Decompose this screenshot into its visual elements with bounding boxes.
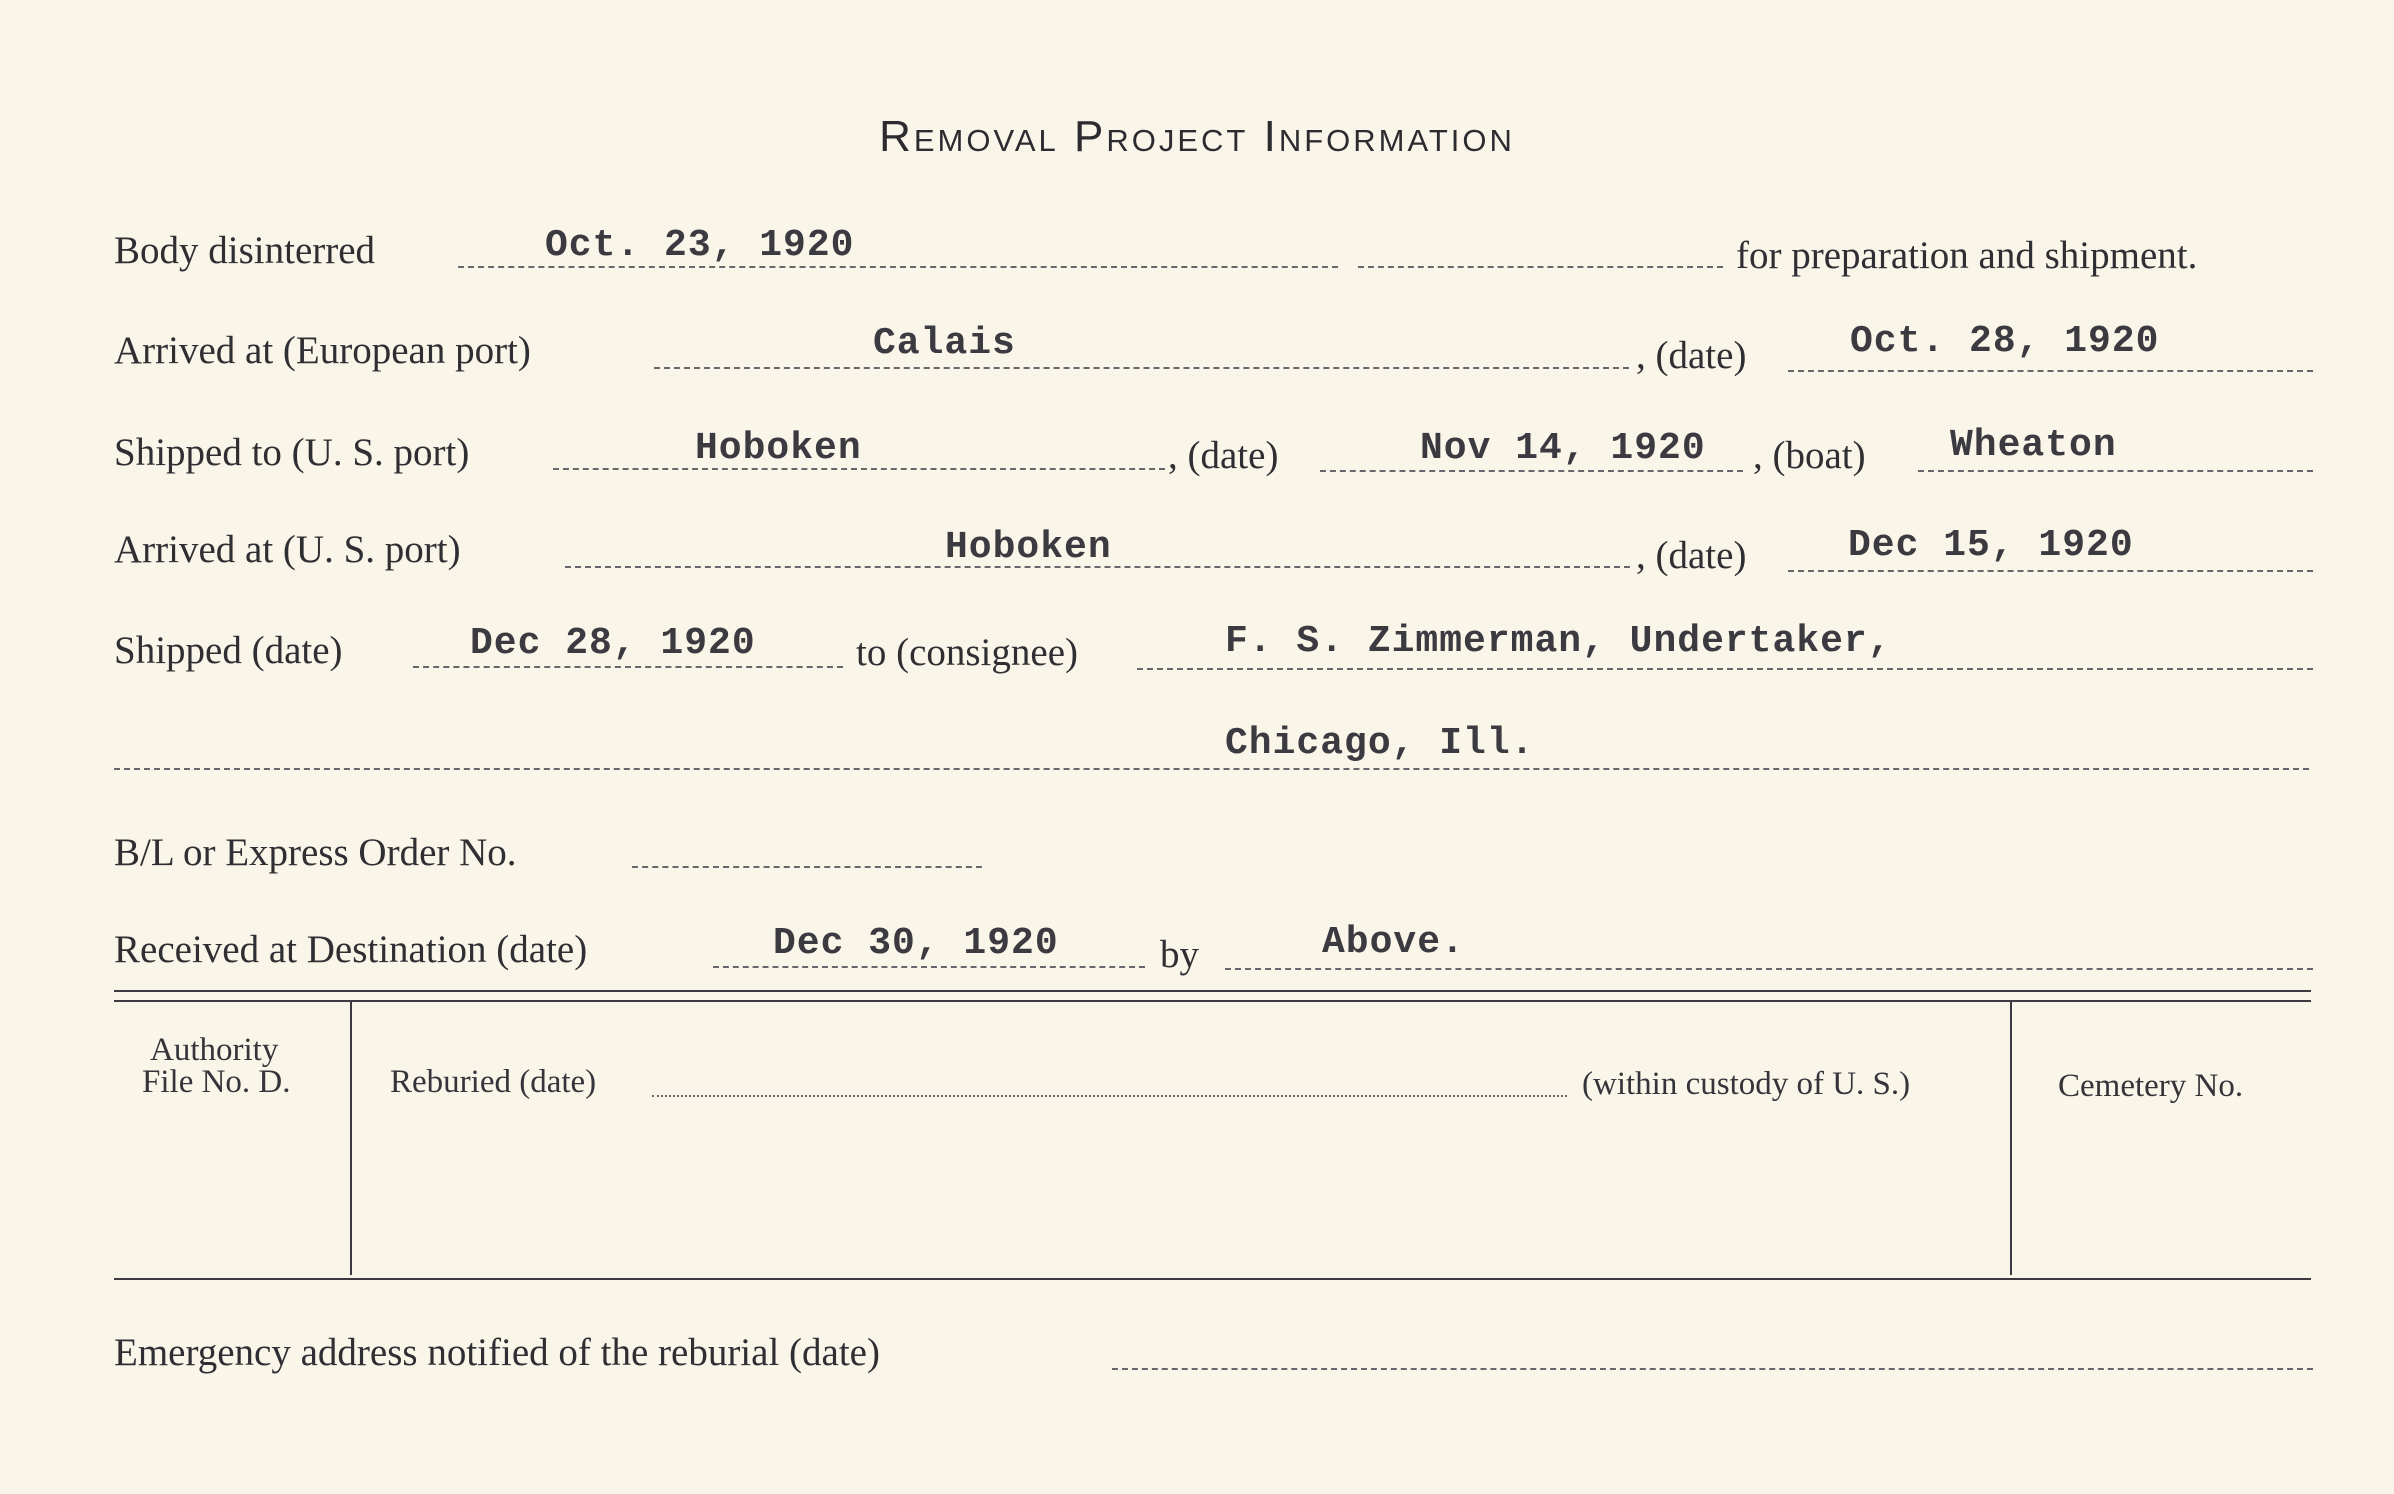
bl-order-label: B/L or Express Order No. <box>114 831 517 874</box>
emergency-address-label: Emergency address notified of the reburial (date) <box>114 1331 880 1374</box>
emergency-address-line <box>1112 1368 2313 1370</box>
consignee-city: Chicago, Ill. <box>1225 722 1535 765</box>
box-top-rule <box>114 990 2311 992</box>
bl-order-line <box>632 866 982 868</box>
arrived-us-port-value: Hoboken <box>945 526 1112 569</box>
shipped-date-value: Dec 28, 1920 <box>470 622 756 665</box>
consignee-label: to (consignee) <box>856 631 1079 674</box>
boat-name: Wheaton <box>1950 424 2117 467</box>
authority-label: Authority <box>150 1032 279 1068</box>
authority-file-label: File No. D. <box>142 1064 291 1100</box>
card-title: Removal Project Information <box>879 112 1515 161</box>
received-date-line <box>713 966 1145 968</box>
shipped-us-date: Nov 14, 1920 <box>1420 427 1706 470</box>
received-by-value: Above. <box>1322 921 1465 964</box>
arrived-us-date-line <box>1788 570 2313 572</box>
arrived-us-date-label: , (date) <box>1636 534 1747 577</box>
consignee-line-2 <box>114 768 2309 770</box>
shipped-date-label: , (date) <box>1168 434 1279 477</box>
body-disinterred-date: Oct. 23, 1920 <box>545 224 855 267</box>
arrived-us-date: Dec 15, 1920 <box>1848 524 2134 567</box>
shipped-date-line <box>1320 470 1743 472</box>
european-port-value: Calais <box>873 322 1016 365</box>
box-bottom-rule <box>114 1278 2311 1280</box>
box-divider-right <box>2010 1002 2012 1275</box>
european-port-label: Arrived at (European port) <box>114 329 531 372</box>
preparation-shipment-text: for preparation and shipment. <box>1736 234 2198 277</box>
shipped-us-port-label: Shipped to (U. S. port) <box>114 431 470 474</box>
reburied-line <box>652 1095 1567 1097</box>
arrived-us-port-label: Arrived at (U. S. port) <box>114 528 461 571</box>
box-top-rule-2 <box>114 1000 2311 1002</box>
european-arrival-date: Oct. 28, 1920 <box>1850 320 2160 363</box>
cemetery-label: Cemetery No. <box>2058 1068 2244 1104</box>
shipped-us-port-value: Hoboken <box>695 427 862 470</box>
custody-label: (within custody of U. S.) <box>1582 1066 1911 1102</box>
consignee-name: F. S. Zimmerman, Undertaker, <box>1225 620 1892 663</box>
european-port-line <box>654 367 1629 369</box>
shipped-date-row-label: Shipped (date) <box>114 629 343 672</box>
body-disinterred-label: Body disinterred <box>114 229 376 272</box>
received-by-label: by <box>1160 933 1199 976</box>
body-disinterred-line-2 <box>1358 266 1723 268</box>
received-date: Dec 30, 1920 <box>773 922 1059 965</box>
boat-line <box>1918 470 2313 472</box>
shipped-date-row-line <box>413 666 843 668</box>
received-destination-label: Received at Destination (date) <box>114 928 588 971</box>
reburied-label: Reburied (date) <box>390 1064 597 1100</box>
consignee-line <box>1137 668 2313 670</box>
european-date-label: , (date) <box>1636 334 1747 377</box>
box-divider-left <box>350 1002 352 1275</box>
received-by-line <box>1225 968 2313 970</box>
european-date-line <box>1788 370 2313 372</box>
boat-label: , (boat) <box>1753 434 1866 477</box>
